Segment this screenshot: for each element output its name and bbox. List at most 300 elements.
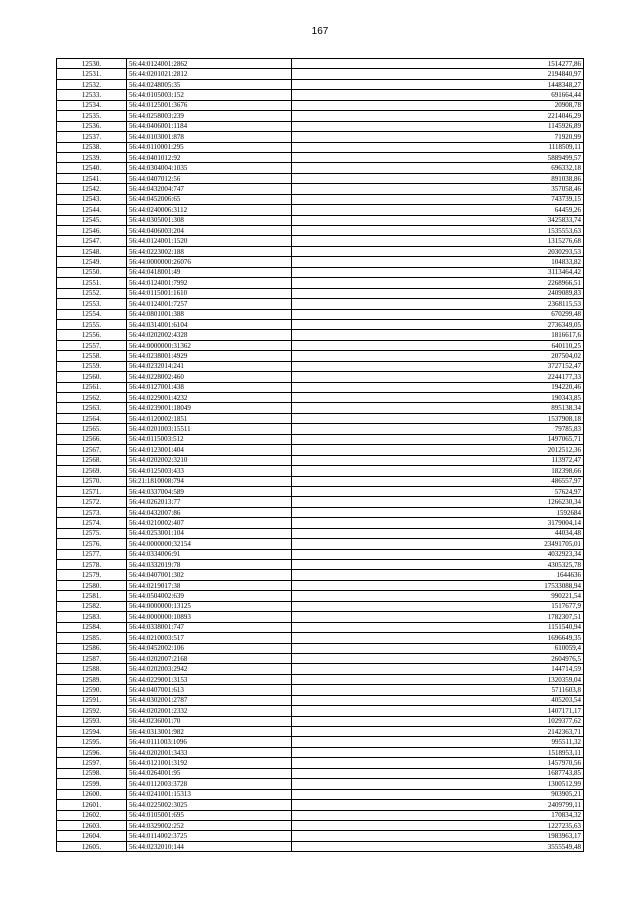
value-cell: 2604976,5 — [292, 653, 584, 663]
row-number-cell: 12558. — [57, 351, 127, 361]
row-number-cell: 12583. — [57, 612, 127, 622]
cadastral-number-cell: 56:44:0228002:460 — [127, 372, 292, 382]
value-cell: 1782307,51 — [292, 612, 584, 622]
table-row — [57, 706, 584, 716]
cadastral-number-cell: 56:44:0114002:3725 — [127, 831, 292, 841]
row-number-cell: 12552. — [57, 288, 127, 298]
row-number-cell: 12531. — [57, 69, 127, 79]
table-row — [57, 747, 584, 757]
row-number-cell: 12543. — [57, 194, 127, 204]
cadastral-number-cell: 56:44:0201021:2812 — [127, 69, 292, 79]
table-row — [57, 476, 584, 486]
cadastral-number-cell: 56:44:0125001:3676 — [127, 100, 292, 110]
value-cell: 1227235,63 — [292, 820, 584, 830]
cadastral-number-cell: 56:44:0124001:7257 — [127, 299, 292, 309]
value-cell: 1983963,17 — [292, 831, 584, 841]
row-number-cell: 12538. — [57, 142, 127, 152]
value-cell: 2368115,53 — [292, 299, 584, 309]
row-number-cell: 12551. — [57, 278, 127, 288]
row-number-cell: 12567. — [57, 445, 127, 455]
row-number-cell: 12571. — [57, 486, 127, 496]
cadastral-number-cell: 56:44:0406001:1184 — [127, 121, 292, 131]
value-cell: 1816617,6 — [292, 330, 584, 340]
cadastral-number-cell: 56:44:0338001:747 — [127, 622, 292, 632]
row-number-cell: 12580. — [57, 580, 127, 590]
value-cell: 891038,86 — [292, 173, 584, 183]
table-row — [57, 246, 584, 256]
cadastral-number-cell: 56:44:0241001:15313 — [127, 789, 292, 799]
cadastral-number-cell: 56:44:0304004:1035 — [127, 163, 292, 173]
row-number-cell: 12587. — [57, 653, 127, 663]
table-row — [57, 789, 584, 799]
row-number-cell: 12557. — [57, 340, 127, 350]
table-row — [57, 100, 584, 110]
cadastral-number-cell: 56:44:0225002:3025 — [127, 800, 292, 810]
row-number-cell: 12600. — [57, 789, 127, 799]
value-cell: 743739,15 — [292, 194, 584, 204]
cadastral-number-cell: 56:44:0202003:2942 — [127, 664, 292, 674]
cadastral-number-cell: 56:44:0103001:878 — [127, 132, 292, 142]
value-cell: 1448348,27 — [292, 79, 584, 89]
row-number-cell: 12530. — [57, 59, 127, 69]
value-cell: 104833,82 — [292, 257, 584, 267]
table-row — [57, 382, 584, 392]
row-number-cell: 12563. — [57, 403, 127, 413]
value-cell: 23491705,01 — [292, 539, 584, 549]
table-row — [57, 121, 584, 131]
row-number-cell: 12603. — [57, 820, 127, 830]
value-cell: 4032923,34 — [292, 549, 584, 559]
row-number-cell: 12582. — [57, 601, 127, 611]
cadastral-number-cell: 56:44:0229001:3153 — [127, 674, 292, 684]
table-row — [57, 59, 584, 69]
table-row — [57, 685, 584, 695]
table-row — [57, 518, 584, 528]
row-number-cell: 12586. — [57, 643, 127, 653]
cadastral-number-cell: 56:44:0202007:2168 — [127, 653, 292, 663]
table-row — [57, 111, 584, 121]
row-number-cell: 12598. — [57, 768, 127, 778]
value-cell: 1029377,62 — [292, 716, 584, 726]
cadastral-number-cell: 56:44:0406003:204 — [127, 226, 292, 236]
cadastral-number-cell: 56:44:0210002:407 — [127, 518, 292, 528]
table-row — [57, 591, 584, 601]
row-number-cell: 12566. — [57, 434, 127, 444]
row-number-cell: 12605. — [57, 841, 127, 851]
table-row — [57, 79, 584, 89]
cadastral-number-cell: 56:44:0801001:388 — [127, 309, 292, 319]
registry-table-body — [57, 59, 584, 852]
row-number-cell: 12561. — [57, 382, 127, 392]
table-row — [57, 351, 584, 361]
table-row — [57, 455, 584, 465]
row-number-cell: 12550. — [57, 267, 127, 277]
table-row — [57, 549, 584, 559]
table-row — [57, 267, 584, 277]
value-cell: 1300512,99 — [292, 779, 584, 789]
cadastral-number-cell: 56:44:0418001:49 — [127, 267, 292, 277]
table-row — [57, 278, 584, 288]
value-cell: 2268966,51 — [292, 278, 584, 288]
table-row — [57, 319, 584, 329]
row-number-cell: 12599. — [57, 779, 127, 789]
cadastral-number-cell: 56:44:0238001:4929 — [127, 351, 292, 361]
table-row — [57, 497, 584, 507]
cadastral-number-cell: 56:44:0334006:91 — [127, 549, 292, 559]
row-number-cell: 12593. — [57, 716, 127, 726]
cadastral-number-cell: 56:44:0452006:65 — [127, 194, 292, 204]
row-number-cell: 12560. — [57, 372, 127, 382]
value-cell: 57624,97 — [292, 486, 584, 496]
value-cell: 3555549,48 — [292, 841, 584, 851]
value-cell: 4305325,78 — [292, 560, 584, 570]
cadastral-number-cell: 56:44:0115003:512 — [127, 434, 292, 444]
value-cell: 64459,26 — [292, 205, 584, 215]
value-cell: 5711603,8 — [292, 685, 584, 695]
cadastral-number-cell: 56:44:0219017:38 — [127, 580, 292, 590]
table-row — [57, 330, 584, 340]
table-row — [57, 194, 584, 204]
row-number-cell: 12549. — [57, 257, 127, 267]
row-number-cell: 12602. — [57, 810, 127, 820]
cadastral-number-cell: 56:44:0337004:589 — [127, 486, 292, 496]
table-row — [57, 445, 584, 455]
cadastral-number-cell: 56:44:0000000:10893 — [127, 612, 292, 622]
value-cell: 71920,99 — [292, 132, 584, 142]
cadastral-number-cell: 56:44:0264001:95 — [127, 768, 292, 778]
cadastral-number-cell: 56:44:0123001:404 — [127, 445, 292, 455]
table-row — [57, 434, 584, 444]
row-number-cell: 12588. — [57, 664, 127, 674]
value-cell: 194220,46 — [292, 382, 584, 392]
cadastral-number-cell: 56:44:0115001:1610 — [127, 288, 292, 298]
value-cell: 113972,47 — [292, 455, 584, 465]
row-number-cell: 12596. — [57, 747, 127, 757]
value-cell: 1320359,04 — [292, 674, 584, 684]
row-number-cell: 12547. — [57, 236, 127, 246]
value-cell: 3727152,47 — [292, 361, 584, 371]
cadastral-number-cell: 56:44:0302001:2787 — [127, 695, 292, 705]
row-number-cell: 12559. — [57, 361, 127, 371]
value-cell: 3113464,42 — [292, 267, 584, 277]
value-cell: 2736349,05 — [292, 319, 584, 329]
table-row — [57, 831, 584, 841]
cadastral-number-cell: 56:44:0210003:517 — [127, 633, 292, 643]
value-cell: 3425833,74 — [292, 215, 584, 225]
cadastral-number-cell: 56:44:0000000:13125 — [127, 601, 292, 611]
cadastral-number-cell: 56:44:0000000:26076 — [127, 257, 292, 267]
cadastral-number-cell: 56:44:0504002:639 — [127, 591, 292, 601]
cadastral-number-cell: 56:44:0105003:152 — [127, 90, 292, 100]
table-row — [57, 299, 584, 309]
value-cell: 1407171,17 — [292, 706, 584, 716]
value-cell: 1145926,89 — [292, 121, 584, 131]
row-number-cell: 12533. — [57, 90, 127, 100]
table-row — [57, 413, 584, 423]
table-row — [57, 800, 584, 810]
table-row — [57, 142, 584, 152]
value-cell: 1644636 — [292, 570, 584, 580]
table-row — [57, 779, 584, 789]
value-cell: 357058,46 — [292, 184, 584, 194]
table-row — [57, 90, 584, 100]
row-number-cell: 12570. — [57, 476, 127, 486]
table-row — [57, 633, 584, 643]
cadastral-number-cell: 56:44:0105001:695 — [127, 810, 292, 820]
cadastral-number-cell: 56:44:0253001:104 — [127, 528, 292, 538]
value-cell: 2194840,97 — [292, 69, 584, 79]
row-number-cell: 12575. — [57, 528, 127, 538]
table-row — [57, 257, 584, 267]
value-cell: 17533088,94 — [292, 580, 584, 590]
value-cell: 610059,4 — [292, 643, 584, 653]
row-number-cell: 12537. — [57, 132, 127, 142]
row-number-cell: 12604. — [57, 831, 127, 841]
cadastral-number-cell: 56:44:0314001:6104 — [127, 319, 292, 329]
table-row — [57, 215, 584, 225]
value-cell: 895138,34 — [292, 403, 584, 413]
row-number-cell: 12595. — [57, 737, 127, 747]
value-cell: 3179004,14 — [292, 518, 584, 528]
table-row — [57, 173, 584, 183]
value-cell: 1537908,18 — [292, 413, 584, 423]
cadastral-number-cell: 56:44:0120002:1851 — [127, 413, 292, 423]
cadastral-number-cell: 56:44:0202001:3433 — [127, 747, 292, 757]
row-number-cell: 12534. — [57, 100, 127, 110]
row-number-cell: 12573. — [57, 507, 127, 517]
cadastral-number-cell: 56:44:0000000:32154 — [127, 539, 292, 549]
table-row — [57, 695, 584, 705]
value-cell: 2409089,83 — [292, 288, 584, 298]
value-cell: 1151540,94 — [292, 622, 584, 632]
row-number-cell: 12555. — [57, 319, 127, 329]
value-cell: 2142363,71 — [292, 727, 584, 737]
table-row — [57, 727, 584, 737]
row-number-cell: 12564. — [57, 413, 127, 423]
cadastral-number-cell: 56:44:0202001:2332 — [127, 706, 292, 716]
value-cell: 144714,59 — [292, 664, 584, 674]
table-row — [57, 236, 584, 246]
row-number-cell: 12536. — [57, 121, 127, 131]
value-cell: 182398,66 — [292, 466, 584, 476]
row-number-cell: 12576. — [57, 539, 127, 549]
value-cell: 1592684 — [292, 507, 584, 517]
value-cell: 44034,48 — [292, 528, 584, 538]
value-cell: 190343,85 — [292, 393, 584, 403]
value-cell: 995511,32 — [292, 737, 584, 747]
value-cell: 2012512,36 — [292, 445, 584, 455]
table-row — [57, 205, 584, 215]
table-row — [57, 152, 584, 162]
value-cell: 2030293,53 — [292, 246, 584, 256]
table-row — [57, 612, 584, 622]
table-row — [57, 601, 584, 611]
value-cell: 696332,18 — [292, 163, 584, 173]
value-cell: 1696649,35 — [292, 633, 584, 643]
row-number-cell: 12574. — [57, 518, 127, 528]
cadastral-number-cell: 56:44:0202002:4328 — [127, 330, 292, 340]
cadastral-number-cell: 56:44:0127001:438 — [127, 382, 292, 392]
cadastral-number-cell: 56:44:0125003:433 — [127, 466, 292, 476]
row-number-cell: 12545. — [57, 215, 127, 225]
row-number-cell: 12585. — [57, 633, 127, 643]
table-row — [57, 69, 584, 79]
value-cell: 1457970,56 — [292, 758, 584, 768]
cadastral-number-cell: 56:44:0202002:3210 — [127, 455, 292, 465]
table-row — [57, 664, 584, 674]
table-row — [57, 768, 584, 778]
table-row — [57, 486, 584, 496]
row-number-cell: 12578. — [57, 560, 127, 570]
row-number-cell: 12562. — [57, 393, 127, 403]
cadastral-number-cell: 56:44:0407001:302 — [127, 570, 292, 580]
cadastral-number-cell: 56:44:0401012:92 — [127, 152, 292, 162]
cadastral-number-cell: 56:44:0258003:239 — [127, 111, 292, 121]
row-number-cell: 12554. — [57, 309, 127, 319]
table-row — [57, 622, 584, 632]
cadastral-number-cell: 56:44:0229001:4232 — [127, 393, 292, 403]
table-row — [57, 653, 584, 663]
cadastral-number-cell: 56:44:0110001:295 — [127, 142, 292, 152]
value-cell: 1315276,68 — [292, 236, 584, 246]
table-row — [57, 539, 584, 549]
value-cell: 1687743,85 — [292, 768, 584, 778]
table-row — [57, 570, 584, 580]
row-number-cell: 12594. — [57, 727, 127, 737]
value-cell: 207504,02 — [292, 351, 584, 361]
value-cell: 2409799,11 — [292, 800, 584, 810]
value-cell: 903905,21 — [292, 789, 584, 799]
table-row — [57, 820, 584, 830]
registry-table — [56, 58, 584, 852]
table-row — [57, 184, 584, 194]
row-number-cell: 12572. — [57, 497, 127, 507]
cadastral-number-cell: 56:44:0329002:252 — [127, 820, 292, 830]
cadastral-number-cell: 56:44:0432004:747 — [127, 184, 292, 194]
cadastral-number-cell: 56:44:0232010:144 — [127, 841, 292, 851]
cadastral-number-cell: 56:44:0239001:18049 — [127, 403, 292, 413]
row-number-cell: 12589. — [57, 674, 127, 684]
value-cell: 405203,54 — [292, 695, 584, 705]
cadastral-number-cell: 56:44:0124001:7992 — [127, 278, 292, 288]
row-number-cell: 12539. — [57, 152, 127, 162]
table-row — [57, 560, 584, 570]
value-cell: 1118509,11 — [292, 142, 584, 152]
cadastral-number-cell: 56:44:0248005:35 — [127, 79, 292, 89]
value-cell: 670299,48 — [292, 309, 584, 319]
table-row — [57, 393, 584, 403]
row-number-cell: 12542. — [57, 184, 127, 194]
row-number-cell: 12565. — [57, 424, 127, 434]
row-number-cell: 12601. — [57, 800, 127, 810]
value-cell: 1517677,9 — [292, 601, 584, 611]
value-cell: 1497065,71 — [292, 434, 584, 444]
cadastral-number-cell: 56:44:0452002:106 — [127, 643, 292, 653]
table-row — [57, 340, 584, 350]
row-number-cell: 12535. — [57, 111, 127, 121]
cadastral-number-cell: 56:44:0313001:982 — [127, 727, 292, 737]
cadastral-number-cell: 56:44:0201003:15511 — [127, 424, 292, 434]
cadastral-number-cell: 56:44:0124001:1520 — [127, 236, 292, 246]
cadastral-number-cell: 56:44:0223002:188 — [127, 246, 292, 256]
value-cell: 691664,44 — [292, 90, 584, 100]
row-number-cell: 12532. — [57, 79, 127, 89]
row-number-cell: 12581. — [57, 591, 127, 601]
table-row — [57, 403, 584, 413]
cadastral-number-cell: 56:44:0111003:1096 — [127, 737, 292, 747]
value-cell: 79785,83 — [292, 424, 584, 434]
row-number-cell: 12577. — [57, 549, 127, 559]
row-number-cell: 12597. — [57, 758, 127, 768]
cadastral-number-cell: 56:44:0000000:31362 — [127, 340, 292, 350]
row-number-cell: 12590. — [57, 685, 127, 695]
table-row — [57, 737, 584, 747]
table-row — [57, 424, 584, 434]
cadastral-number-cell: 56:44:0305001:308 — [127, 215, 292, 225]
table-row — [57, 372, 584, 382]
table-row — [57, 758, 584, 768]
row-number-cell: 12569. — [57, 466, 127, 476]
row-number-cell: 12540. — [57, 163, 127, 173]
table-row — [57, 466, 584, 476]
cadastral-number-cell: 56:21:1810008:794 — [127, 476, 292, 486]
table-row — [57, 507, 584, 517]
row-number-cell: 12556. — [57, 330, 127, 340]
table-row — [57, 163, 584, 173]
value-cell: 2214046,29 — [292, 111, 584, 121]
row-number-cell: 12553. — [57, 299, 127, 309]
row-number-cell: 12579. — [57, 570, 127, 580]
value-cell: 990221,54 — [292, 591, 584, 601]
cadastral-number-cell: 56:44:0112003:3728 — [127, 779, 292, 789]
cadastral-number-cell: 56:44:0232014:241 — [127, 361, 292, 371]
table-row — [57, 309, 584, 319]
table-row — [57, 361, 584, 371]
table-row — [57, 580, 584, 590]
value-cell: 486557,97 — [292, 476, 584, 486]
cadastral-number-cell: 56:44:0407012:56 — [127, 173, 292, 183]
cadastral-number-cell: 56:44:0332019:78 — [127, 560, 292, 570]
value-cell: 5889499,57 — [292, 152, 584, 162]
row-number-cell: 12591. — [57, 695, 127, 705]
value-cell: 20908,78 — [292, 100, 584, 110]
table-row — [57, 288, 584, 298]
table-row — [57, 226, 584, 236]
cadastral-number-cell: 56:44:0240006:3112 — [127, 205, 292, 215]
cadastral-number-cell: 56:44:0407001:613 — [127, 685, 292, 695]
row-number-cell: 12568. — [57, 455, 127, 465]
table-row — [57, 528, 584, 538]
cadastral-number-cell: 56:44:0432007:86 — [127, 507, 292, 517]
value-cell: 2244177,33 — [292, 372, 584, 382]
cadastral-number-cell: 56:44:0236001:70 — [127, 716, 292, 726]
table-row — [57, 132, 584, 142]
table-row — [57, 841, 584, 851]
value-cell: 1518953,11 — [292, 747, 584, 757]
table-row — [57, 810, 584, 820]
cadastral-number-cell: 56:44:0121001:3192 — [127, 758, 292, 768]
cadastral-number-cell: 56:44:0262013:77 — [127, 497, 292, 507]
row-number-cell: 12548. — [57, 246, 127, 256]
row-number-cell: 12544. — [57, 205, 127, 215]
table-row — [57, 643, 584, 653]
value-cell: 1535553,63 — [292, 226, 584, 236]
row-number-cell: 12592. — [57, 706, 127, 716]
value-cell: 1514277,86 — [292, 59, 584, 69]
row-number-cell: 12546. — [57, 226, 127, 236]
cadastral-number-cell: 56:44:0124001:2862 — [127, 59, 292, 69]
page-number: 167 — [311, 26, 329, 37]
